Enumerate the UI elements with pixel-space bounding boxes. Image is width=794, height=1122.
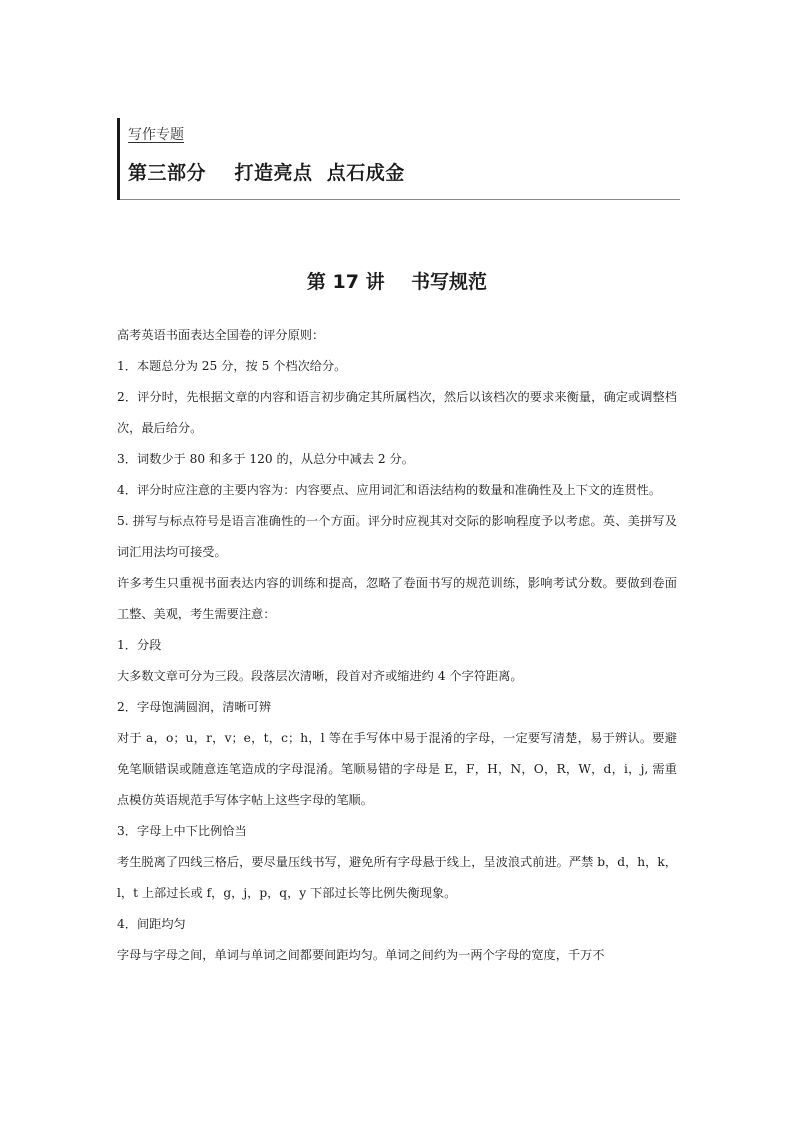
tip-heading-3: 3．字母上中下比例恰当 (117, 824, 247, 838)
tip-body-2: 对于 a，o；u，r，v；e，t，c；h，l 等在手写体中易于混淆的字母，一定要写清楚，易于辨认。要避免笔顺错误或随意连笔造成的字母混淆。笔顺易错的字母是 E，F，H，N，O，R，W，d，i，j, 需重点模仿英语规范手写体字帖上这些字母的笔顺。 (117, 731, 677, 807)
paragraph-rule-5: 5. 拼写与标点符号是语言准确性的一个方面。评分时应视其对交际的影响程度予以考虑。英、美拼写及词汇用法均可接受。 (117, 514, 677, 559)
lecture-title: 第 17 讲 书写规范 (306, 271, 488, 293)
section-header (117, 118, 680, 200)
paragraph-rule-2: 2．评分时，先根据文章的内容和语言初步确定其所属档次，然后以该档次的要求来衡量，确定或调整档次，最后给分。 (117, 390, 677, 435)
tip-heading-4: 4．间距均匀 (117, 917, 186, 931)
paragraph-rule-3: 3．词数少于 80 和多于 120 的，从总分中减去 2 分。 (117, 452, 414, 466)
part-title: 第三部分 打造亮点 点石成金 (128, 162, 405, 184)
body-text (117, 320, 677, 971)
paragraph-intro: 高考英语书面表达全国卷的评分原则： (117, 328, 325, 342)
header-divider (120, 199, 680, 200)
tip-heading-1: 1．分段 (117, 638, 162, 652)
tip-body-1: 大多数文章可分为三段。段落层次清晰，段首对齐或缩进约 4 个字符距离。 (117, 669, 523, 683)
tip-body-4: 字母与字母之间，单词与单词之间都要间距均匀。单词之间约为一两个字母的宽度，千万不 (117, 948, 605, 962)
paragraph-rule-1: 1．本题总分为 25 分，按 5 个档次给分。 (117, 359, 347, 373)
paragraph-notice: 许多考生只重视书面表达内容的训练和提高，忽略了卷面书写的规范训练，影响考试分数。要做到卷面工整、美观，考生需要注意： (117, 576, 677, 621)
series-label: 写作专题 (128, 127, 184, 143)
tip-heading-2: 2．字母饱满圆润，清晰可辨 (117, 700, 272, 714)
tip-body-3: 考生脱离了四线三格后，要尽量压线书写，避免所有字母悬于线上，呈波浪式前进。严禁 b，d，h，k，l，t 上部过长或 f，g，j，p，q，y 下部过长等比例失衡现象。 (117, 855, 677, 900)
paragraph-rule-4: 4．评分时应注意的主要内容为：内容要点、应用词汇和语法结构的数量和准确性及上下文的连贯性。 (117, 483, 662, 497)
